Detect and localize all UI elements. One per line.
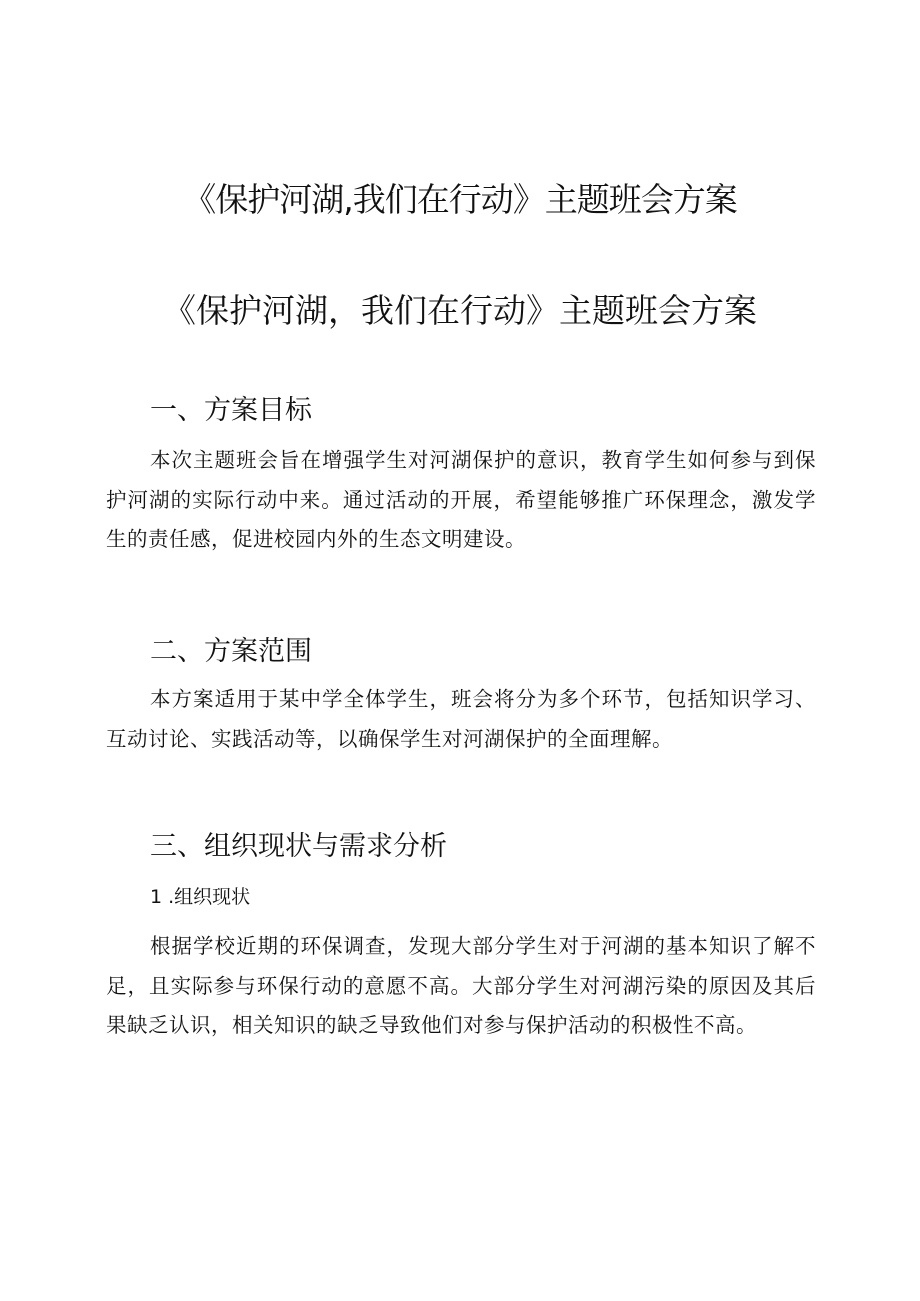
section-paragraph-goals: 本次主题班会旨在增强学生对河湖保护的意识，教育学生如何参与到保护河湖的实际行动中来。通过活动的开展，希望能够推广环保理念，激发学生的责任感，促进校园内外的生态文明建设。 (106, 448, 816, 551)
subsection-heading-status: 1 .组织现状 (150, 886, 251, 908)
document-subtitle: 《保护河湖，我们在行动》主题班会方案 (163, 291, 757, 330)
section-paragraph-scope: 本方案适用于某中学全体学生，班会将分为多个环节，包括知识学习、互动讨论、实践活动等，以确保学生对河湖保护的全面理解。 (106, 687, 816, 751)
section-heading-analysis: 三、组织现状与需求分析 (150, 831, 447, 862)
section-heading-scope: 二、方案范围 (150, 636, 312, 667)
section-paragraph-status: 根据学校近期的环保调查，发现大部分学生对于河湖的基本知识了解不足，且实际参与环保行动的意愿不高。大部分学生对河湖污染的原因及其后果缺乏认识，相关知识的缺乏导致他们对参与保护活动的积极性不高。 (106, 934, 816, 1037)
section-heading-goals: 一、方案目标 (150, 395, 312, 426)
document-title: 《保护河湖,我们在行动》主题班会方案 (183, 180, 737, 219)
